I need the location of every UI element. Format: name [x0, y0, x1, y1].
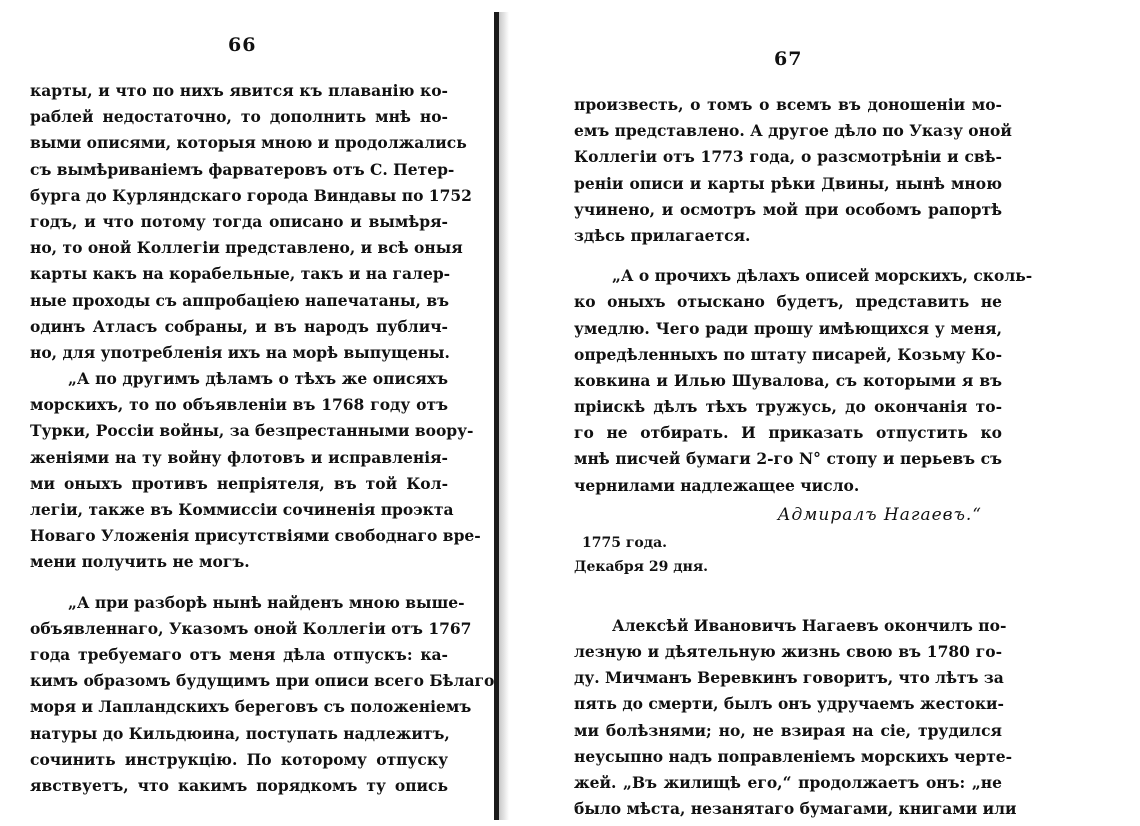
text-line: кимъ образомъ будущимъ при описи всего Бѣлаго	[30, 671, 495, 691]
signature: Адмиралъ Нагаевъ.“	[777, 504, 982, 525]
text-line: чернилами надлежащее число.	[574, 475, 860, 495]
text-line: раблей недостаточно, то дополнить мнѣ но-	[30, 107, 448, 127]
paragraph-gap	[30, 576, 448, 590]
text-line: года требуемаго отъ меня дѣла отпускъ: ка-	[30, 644, 448, 664]
left-text-block	[30, 78, 495, 799]
text-line: неусыпно надъ поправленіемъ морскихъ черте-	[574, 746, 1013, 766]
text-line: пять до смерти, былъ онъ удручаемъ жестоки-	[574, 694, 1004, 714]
date-year: 1775 года.	[582, 534, 668, 551]
paragraph-gap	[574, 249, 1002, 263]
text-line: Турки, Россіи войны, за безпрестанными воору-	[30, 421, 474, 441]
text-line: выми описями, которыя мною и продолжались	[30, 133, 467, 153]
text-line: ду. Мичманъ Веревкинъ говоритъ, что лѣтъ за	[574, 668, 1004, 688]
text-line: явствуетъ, что какимъ порядкомъ ту опись	[30, 775, 448, 795]
text-line: мнѣ писчей бумаги 2-го N° стопу и перьевъ съ	[574, 449, 1002, 469]
spine-shadow	[499, 12, 509, 820]
text-line: произвесть, о томъ о всемъ въ доношеніи мо-	[574, 95, 1002, 114]
text-line: съ вымѣриваніемъ фарватеровъ отъ С. Петер-	[30, 159, 455, 179]
text-line: ми оныхъ противъ непріятеля, въ той Кол-	[30, 473, 448, 493]
text-line: емъ представлено. А другое дѣло по Указу оной	[574, 121, 1012, 141]
text-line: сочинить инструкцію. По которому отпуску	[30, 749, 448, 769]
text-line: пріискѣ дѣлъ тѣхъ тружусь, до окончанія то-	[574, 397, 1002, 417]
text-line: морскихъ, то по объявленіи въ 1768 году отъ	[30, 395, 448, 415]
left-page	[0, 0, 500, 826]
text-line: объявленнаго, Указомъ оной Коллегіи отъ 1767	[30, 618, 472, 638]
right-text-block	[574, 92, 1033, 822]
text-line: было мѣста, незанятаго бумагами, книгами или	[574, 799, 1017, 819]
text-line: реніи описи и карты рѣки Двины, нынѣ мною	[574, 173, 1002, 193]
text-line: но, для употребленія ихъ на морѣ выпущены.	[30, 342, 450, 362]
text-line: ковкина и Илью Шувалова, съ которыми я въ	[574, 370, 1002, 390]
text-line: карты какъ на корабельные, такъ и на галер-	[30, 264, 451, 284]
right-page	[512, 0, 1140, 826]
page-number-left: 66	[228, 34, 257, 56]
paragraph-start-line: „А по другимъ дѣламъ о тѣхъ же описяхъ	[68, 369, 448, 389]
text-line: здѣсь прилагается.	[574, 225, 751, 245]
text-line: бурга до Курляндскаго города Виндавы по 1752	[30, 185, 472, 205]
text-line: мени получить не могъ.	[30, 552, 250, 572]
paragraph-start-line: Алексѣй Ивановичъ Нагаевъ окончилъ по-	[612, 615, 1007, 635]
paragraph-start-line: „А при разборѣ нынѣ найденъ мною выше-	[68, 592, 465, 612]
text-line: годъ, и что потому тогда описано и вымѣря-	[30, 211, 448, 231]
text-line: но, то оной Коллегіи представлено, и всѣ оныя	[30, 238, 463, 258]
text-line: женіями на ту войну флотовъ и исправленія-	[30, 447, 448, 467]
text-line: ные проходы съ аппробаціею напечатаны, въ	[30, 290, 449, 310]
text-line: Новаго Уложенія присутствіями свободнаго вре-	[30, 526, 481, 546]
text-line: го не отбирать. И приказать отпустить ко	[574, 423, 1002, 443]
paragraph-start-line: „А о прочихъ дѣлахъ описей морскихъ, сколь-	[612, 266, 1033, 286]
text-line: лезную и дѣятельную жизнь свою въ 1780 го-	[574, 642, 1002, 661]
text-line: ко оныхъ отыскано будетъ, представить не	[574, 292, 1002, 312]
text-line: учинено, и осмотръ мой при особомъ рапортѣ	[574, 199, 1002, 219]
text-line: ми болѣзнями; но, не взирая на сіе, трудился	[574, 720, 1002, 740]
text-line: карты, и что по нихъ явится къ плаванію ко-	[30, 81, 448, 100]
text-line: умедлю. Чего ради прошу имѣющихся у меня,	[574, 318, 1002, 338]
text-line: Коллегіи отъ 1773 года, о разсмотрѣніи и свѣ-	[574, 147, 1002, 167]
section-gap	[574, 579, 1002, 613]
text-line: опредѣленныхъ по штату писарей, Козьму Ко-	[574, 344, 1002, 364]
text-line: жей. „Въ жилищѣ его,“ продолжаетъ онъ: „не	[574, 772, 1002, 792]
text-line: одинъ Атласъ собраны, и въ народъ публич-	[30, 316, 448, 336]
text-line: моря и Лапландскихъ береговъ съ положеніемъ	[30, 697, 472, 717]
page-number-right: 67	[774, 48, 803, 70]
text-line: легіи, также въ Коммиссіи сочиненія проэкта	[30, 500, 454, 519]
date-day: Декабря 29 дня.	[574, 558, 709, 575]
text-line: натуры до Кильдюина, поступать надлежитъ,	[30, 723, 450, 743]
